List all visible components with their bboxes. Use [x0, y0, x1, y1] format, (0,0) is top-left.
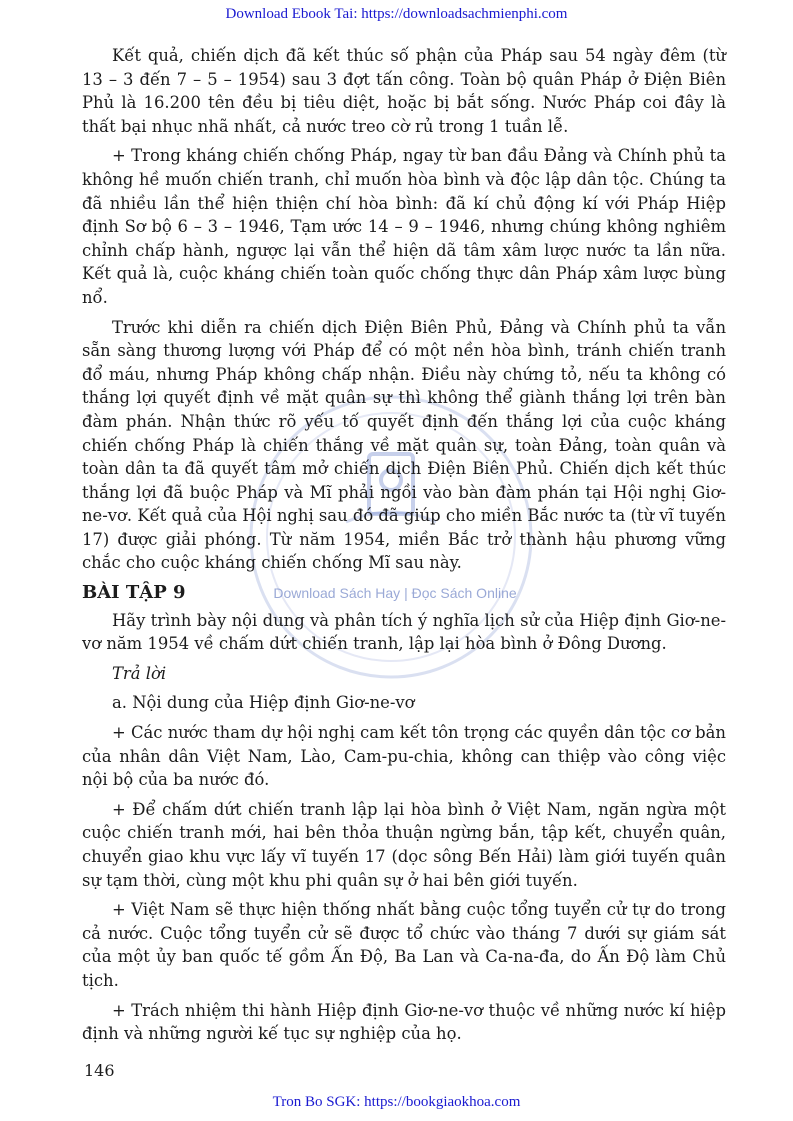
header-download-link[interactable]: Download Ebook Tai: https://downloadsachmienphi.com [225, 6, 568, 22]
point-item: + Các nước tham dự hội nghị cam kết tôn trọng các quyền dân tộc cơ bản của nhân dân Việt Nam, Lào, Cam-pu-chia, không can thiệp vào công việc nội bộ của ba nước đó. [82, 723, 726, 790]
paragraph-resistance: + Trong kháng chiến chống Pháp, ngay từ ban đầu Đảng và Chính phủ ta không hề muốn chiến tranh, chỉ muốn hòa bình và độc lập dân tộc. Chúng ta đã nhiều lần thể hiện thiện chí hòa bình: đã kí chủ động kí với Pháp Hiệp định Sơ bộ 6 – 3 – 1946, Tạm ước 14 – 9 – 1946, nhưng chúng không nghiêm chỉnh chấp hành, ngược lại vẫn thể hiện dã tâm xâm lược nước ta lần nữa. Kết quả là, cuộc kháng chiến toàn quốc chống thực dân Pháp xâm lược bùng nổ. [82, 146, 726, 307]
exercise-question: Hãy trình bày nội dung và phân tích ý nghĩa lịch sử của Hiệp định Giơ-ne-vơ năm 1954 về chấm dứt chiến tranh, lập lại hòa bình ở Đông Dương. [82, 610, 726, 654]
footer-link[interactable]: Tron Bo SGK: https://bookgiaokhoa.com [272, 1094, 521, 1110]
point-item: + Trách nhiệm thi hành Hiệp định Giơ-ne-vơ thuộc về những nước kí hiệp định và những người kế tục sự nghiệp của họ. [82, 1000, 726, 1044]
page-number: 146 [84, 1061, 115, 1080]
paragraph-before-campaign: Trước khi diễn ra chiến dịch Điện Biên Phủ, Đảng và Chính phủ ta vẫn sẵn sàng thương lượng với Pháp để có một nền hòa bình, tránh chiến tranh đổ máu, nhưng Pháp không chấp nhận. Điều này chứng tỏ, nếu ta không có thắng lợi quyết định về mặt quân sự thì không thể giành thắng lợi trên bàn đàm phán. Nhận thức rõ yếu tố quyết định đến thắng lợi của cuộc kháng chiến chống Pháp là chiến thắng về mặt quân sự, toàn Đảng, toàn quân và toàn dân ta đã quyết tâm mở chiến dịch Điện Biên Phủ. Chiến dịch kết thúc thắng lợi đã buộc Pháp và Mĩ phải ngồi vào bàn đàm phán tại Hội nghị Giơ-ne-vơ. Kết quả của Hội nghị sau đó đã giúp cho miền Bắc nước ta (từ vĩ tuyến 17) được giải phóng. Từ năm 1954, miền Bắc trở thành hậu phương vững chắc cho cuộc kháng chiến chống Mĩ sau này. [82, 317, 726, 573]
exercise-title: BÀI TẬP 9 [82, 582, 186, 604]
section-a-title: a. Nội dung của Hiệp định Giơ-ne-vơ [112, 693, 415, 713]
point-item: + Để chấm dứt chiến tranh lập lại hòa bình ở Việt Nam, ngăn ngừa một cuộc chiến tranh mới, hai bên thỏa thuận ngừng bắn, tập kết, chuyển quân, chuyển giao khu vực lấy vĩ tuyến 17 (dọc sông Bến Hải) làm giới tuyến quân sự tạm thời, cùng một khu phi quân sự ở hai bên giới tuyến. [82, 799, 726, 890]
answer-label: Trả lời [112, 663, 167, 683]
point-item: + Việt Nam sẽ thực hiện thống nhất bằng cuộc tổng tuyển cử tự do trong cả nước. Cuộc tổng tuyển cử sẽ được tổ chức vào tháng 7 dưới sự giám sát của một ủy ban quốc tế gồm Ấn Độ, Ba Lan và Ca-na-đa, do Ấn Độ làm Chủ tịch. [82, 900, 726, 990]
watermark-text: Download Sách Hay | Đọc Sách Online [273, 585, 517, 601]
page-body [82, 44, 726, 1052]
paragraph-result: Kết quả, chiến dịch đã kết thúc số phận của Pháp sau 54 ngày đêm (từ 13 – 3 đến 7 – 5 – 1954) sau 3 đợt tấn công. Toàn bộ quân Pháp ở Điện Biên Phủ là 16.200 tên đều bị tiêu diệt, hoặc bị bắt sống. Nước Pháp coi đây là thất bại nhục nhã nhất, cả nước treo cờ rủ trong 1 tuần lễ. [82, 46, 726, 136]
